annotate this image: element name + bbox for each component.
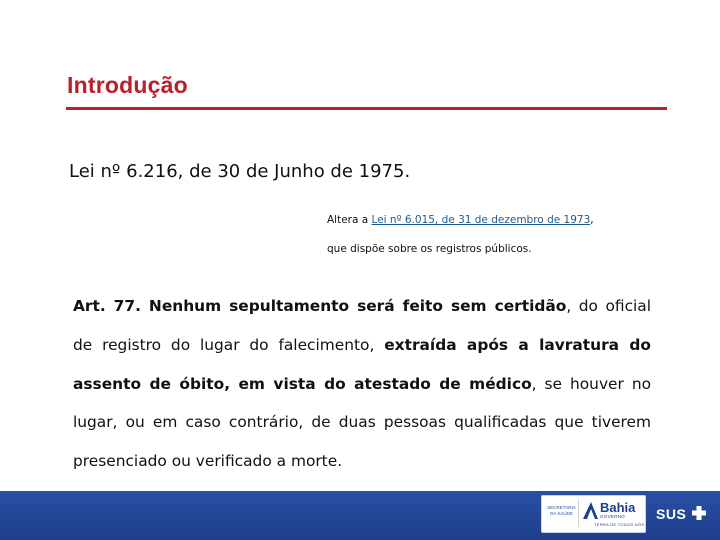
slide-title: Introdução bbox=[67, 72, 188, 98]
article-text-1: , do oficial de registro do lugar do falecimento, bbox=[73, 297, 652, 354]
amends-prefix: Altera a bbox=[327, 214, 372, 226]
amends-line2: que dispõe sobre os registros públicos. bbox=[327, 243, 532, 255]
title-divider bbox=[66, 107, 667, 110]
secretaria-saude-logo: SECRETARIA DA SAÚDE bbox=[545, 499, 579, 527]
bahia-logo-text: Bahia bbox=[600, 500, 636, 515]
law-6015-link[interactable]: Lei nº 6.015, de 31 de dezembro de 1973 bbox=[371, 214, 591, 226]
sus-cross-icon bbox=[691, 505, 707, 521]
article-77-text bbox=[73, 287, 651, 481]
article-bold-1: Art. 77. Nenhum sepultamento será feito sem certidão bbox=[73, 297, 567, 315]
bahia-logo-sub: GOVERNO bbox=[600, 514, 626, 519]
law-heading: Lei nº 6.216, de 30 de Junho de 1975. bbox=[69, 161, 411, 182]
article-bold-2: extraída após a lavratura do assento de óbito, em vista do atestado de médico bbox=[73, 335, 651, 393]
bahia-triangle-icon bbox=[582, 500, 599, 520]
article-text-2: , se houver no lugar, ou em caso contrário, de duas pessoas qualificadas que tiverem presenciado ou verificado a morte. bbox=[73, 374, 652, 471]
amends-suffix: , bbox=[590, 214, 594, 226]
bahia-logo-tagline: TERRA DE TODOS NÓS bbox=[594, 522, 645, 527]
amends-note bbox=[327, 206, 627, 264]
sus-logo: SUS bbox=[656, 506, 687, 522]
